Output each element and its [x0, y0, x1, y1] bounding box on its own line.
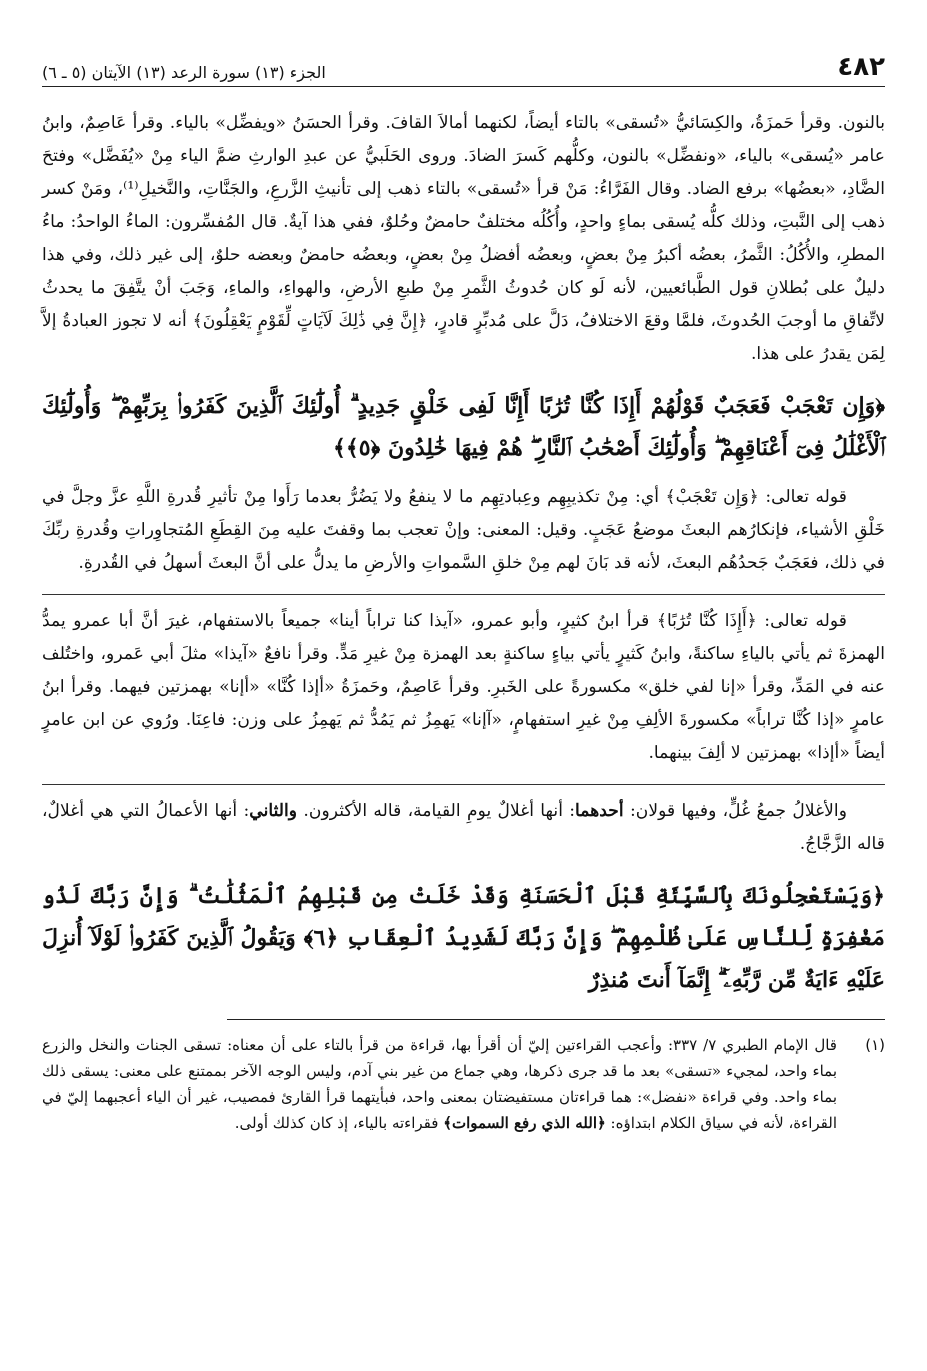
footnote-text-before: قال الإمام الطبري ٧/ ٣٣٧: وأعجب القراءتين إليّ أن أقرأ بها، قراءة من قرأ بالتاء على أن معناه: تسقى الجنات والنخل والزرع بماء واحد، لمجيء «تسقى» بعد ما قد جرى ذكرها، وهي جماع من غير بني آدم، وليس الوجه الآخر بممتنع على معنى: يسقى ذلك بماء واحد. وفي قراءة «نفضل»: هما قراءتان مستفيضتان بمعنى واحد، فبأيتهما قرأ القارئ فمصيب، غير أن الياء أعجبهما إليّ في القراءة، لأنه في سياق الكلام ابتداؤه: — [42, 1036, 837, 1132]
section-divider — [42, 594, 885, 595]
page-number: ٤٨٢ — [837, 52, 885, 82]
footnote-quote: ﴿الله الذي رفع السموات﴾ — [443, 1114, 606, 1132]
header-title: الجزء (١٣) سورة الرعد (١٣) الآيتان (٥ ـ ٦) — [42, 63, 326, 82]
footnote-divider — [227, 1019, 885, 1020]
body-text — [42, 107, 885, 1001]
commentary-3-after: : أنها الأعمالُ التي هي أغلالٌ، قاله الزَّجَّاجُ. — [42, 801, 885, 854]
paragraph-commentary-2: قوله تعالى: ﴿أَإِذَا كُنَّا تُرَٰبًا﴾ قرأ ابنُ كثيرٍ، وأبو عمرو، «آيذا كنا تراباً أينا» جميعاً بالاستفهام، غيرَ أنَّ أبا عمرو يمدُّ الهمزةَ ثم يأتي بالياءِ ساكنةً، وابنُ كَثيرٍ يأتي بياءٍ ساكنةٍ بعد الهمزة مِنْ غيرِ مَدٍّ. وقرأ نافعٌ «آيذا» مثلَ أبي عَمرو، واختُلف عنه في المَدِّ، وقرأ «إنا لفي خلق» مكسورةً على الخَبرِ. وقرأ عَاصِمٌ، وحَمزَةُ «أإذا كُنَّا» «أإنا» بهمزتين فيهما. وقرأ ابنُ عامرٍ «إذا كُنَّا تراباً» مكسورةَ الألِفِ مِنْ غيرِ استفهامٍ، «آإنا» يَهمِزُ ثم يَمُدُّ ثم يَهمِزُ على وزن: فاعِنَا. ورُوي عن ابن عامرٍ أيضاً «أإذا» بهمزتين لا ألِفَ بينهما. — [42, 611, 885, 763]
footnote-marker: (١) — [865, 1036, 885, 1054]
paragraph-commentary-3 — [42, 795, 885, 861]
running-header — [42, 42, 885, 87]
quran-verse-6-7: ﴿وَيَسْتَعْجِلُونَكَ بِٱلسَّيِّئَةِ قَبْلَ ٱلْحَسَنَةِ وَقَدْ خَلَتْ مِن قَبْلِهِمُ ٱلْمَثُلَٰتُ ۗ وَإِنَّ رَبَّكَ لَذُو مَغْفِرَةٍ لِّلنَّاسِ عَلَىٰ ظُلْمِهِمْ ۖ وَإِنَّ رَبَّكَ لَشَدِيدُ ٱلْعِقَابِ ﴿٦﴾ وَيَقُولُ ٱلَّذِينَ كَفَرُوا۟ لَوْلَآ أُنزِلَ عَلَيْهِ ءَايَةٌ مِّن رَّبِّهِۦٓ ۗ إِنَّمَآ أَنتَ مُنذِرٌ — [42, 883, 885, 993]
quran-verse-5: ﴿وَإِن تَعْجَبْ فَعَجَبٌ قَوْلُهُمْ أَإِذَا كُنَّا تُرَٰبًا أَإِنَّا لَفِى خَلْقٍ جَدِيدٍ ۗ أُولَٰٓئِكَ ٱلَّذِينَ كَفَرُوا۟ بِرَبِّهِمْ ۖ وَأُولَٰٓئِكَ ٱلْأَغْلَٰلُ فِىٓ أَعْنَاقِهِمْ ۖ وَأُولَٰٓئِكَ أَصْحَٰبُ ٱلنَّارِ ۖ هُمْ فِيهَا خَٰلِدُونَ ﴿٥﴾﴾ — [42, 393, 885, 461]
paragraph-commentary-1: قوله تعالى: ﴿وَإِن تَعْجَبْ﴾ أي: مِنْ تكذيبِهِم وعِبادتِهِم ما لا ينفعُ ولا يَضُرُّ بعدما رَأَوا مِنْ تأثيرِ قُدرةِ اللَّهِ عزَّ وجلَّ في خَلْقِ الأشياء، فإنكارُهم البعثَ موضعُ عَجَبٍ. وقيل: المعنى: وإنْ تعجب بما وقفتَ عليه مِنَ القِطَعِ المُتجاوِراتِ وقُدرةِ ربِّكَ في ذلك، فعَجَبٌ جَحدُهُم البعثَ، لأنه قد بَانَ لهم مِنْ خلقِ السَّمواتِ والأرضِ ما يدلُّ على أنَّ البعثَ أسهلُ في القُدرةِ. — [42, 487, 885, 573]
commentary-3-before: والأغلالُ جمعُ غُلٍّ، وفيها قولان: — [623, 801, 848, 821]
paragraph-readings: بالنون. وقرأ حَمزَةُ، والكِسَائيُّ «تُسقى» بالتاء أيضاً، لكنهما أمالاَ القافَ. وقرأ الحسَنُ «ويفضِّل» بالياء. وقرأ عَاصِمٌ، وابنُ عامر «يُسقى» بالياء، «ونفضِّل» بالنون، وكلُّهم كَسرَ الضادَ. وروى الحَلَبيُّ عن عبدِ الوارثِ ضمَّ الياء مِنْ «يُفَضَّل» وفتحَ الضَّادِ، «بعضُها» برفع الضاد. وقال الفَرَّاءُ: مَنْ قرأ «تُسقى» بالتاء ذهب إلى تأنيثِ الزَّرعِ، والجَنَّاتِ، والنَّخيلِ⁽¹⁾، ومَنْ كسر ذهب إلى النَّبتِ، وذلك كلُّه يُسقى بماءٍ واحدٍ، وأُكُلُه مختلفٌ حامضٌ وحُلوٌ، ففي هذا آيةٌ. قال المُفسِّرون: الماءُ الواحدُ: ماءُ المطرِ، والأُكُلُ: الثَّمرُ، بعضُه أكبرُ مِنْ بعضٍ، وبعضُه أفضلُ مِنْ بعضٍ، وبعضُه حامضٌ وبعضه حلوٌ، إلى غير ذلك، وفي هذا دليلٌ على بُطلانِ قول الطَّبائعيين، لأنه لَو كان حُدوثُ الثَّمرِ مِنْ طبعِ الأرضِ، والهواءِ، والماءِ، وَجَبَ أنْ يتَّفِقَ ما يحدثُ لاتِّفاقِ ما أوجبَ الحُدوثَ، فلمَّا وقعَ الاختلافُ، دَلَّ على مُدبِّرٍ قادرٍ، ﴿إِنَّ فِي ذَٰلِكَ لَآيَاتٍ لِّقَوْمٍ يَعْقِلُونَ﴾ أنه لا تجوز العبادةُ إلاَّ لِمَن يقدرُ على هذا. — [42, 113, 885, 364]
section-divider — [42, 784, 885, 785]
label-second-opinion: والثاني — [249, 801, 298, 821]
footnote-text — [42, 1032, 837, 1136]
footnote — [42, 1032, 885, 1136]
label-first-opinion: أحدهما — [575, 801, 624, 821]
footnote-text-after: فقراءته بالياء، إذ كان كذلك أولى. — [234, 1114, 444, 1132]
commentary-3-middle: : أنها أغلالٌ يومِ القيامة، قاله الأكثرون. — [297, 801, 576, 821]
